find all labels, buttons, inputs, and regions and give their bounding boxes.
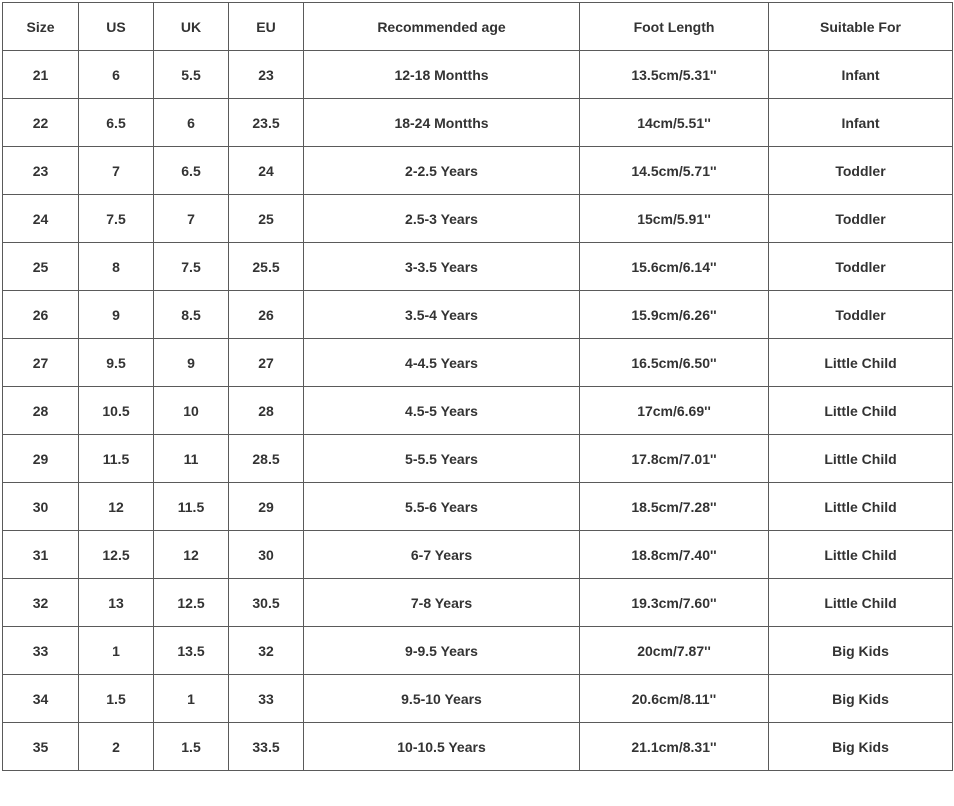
cell-uk: 11 [154, 435, 229, 483]
cell-eu: 24 [229, 147, 304, 195]
cell-suitable-for: Little Child [769, 339, 953, 387]
cell-eu: 23.5 [229, 99, 304, 147]
cell-foot-length: 15.6cm/6.14'' [580, 243, 769, 291]
cell-uk: 10 [154, 387, 229, 435]
cell-uk: 12 [154, 531, 229, 579]
cell-recommended-age: 18-24 Montths [304, 99, 580, 147]
cell-size: 24 [3, 195, 79, 243]
cell-recommended-age: 5.5-6 Years [304, 483, 580, 531]
cell-eu: 29 [229, 483, 304, 531]
table-row [3, 147, 953, 195]
cell-eu: 28 [229, 387, 304, 435]
cell-suitable-for: Big Kids [769, 675, 953, 723]
cell-uk: 6.5 [154, 147, 229, 195]
cell-us: 7 [79, 147, 154, 195]
cell-size: 31 [3, 531, 79, 579]
cell-foot-length: 16.5cm/6.50'' [580, 339, 769, 387]
cell-eu: 30.5 [229, 579, 304, 627]
cell-uk: 1 [154, 675, 229, 723]
table-row [3, 627, 953, 675]
cell-size: 34 [3, 675, 79, 723]
cell-foot-length: 21.1cm/8.31'' [580, 723, 769, 771]
cell-size: 33 [3, 627, 79, 675]
cell-us: 13 [79, 579, 154, 627]
table-row [3, 387, 953, 435]
cell-eu: 27 [229, 339, 304, 387]
header-uk: UK [154, 3, 229, 51]
cell-uk: 5.5 [154, 51, 229, 99]
cell-recommended-age: 7-8 Years [304, 579, 580, 627]
table-row [3, 339, 953, 387]
cell-recommended-age: 4.5-5 Years [304, 387, 580, 435]
cell-us: 10.5 [79, 387, 154, 435]
cell-size: 35 [3, 723, 79, 771]
cell-us: 7.5 [79, 195, 154, 243]
cell-us: 1.5 [79, 675, 154, 723]
header-foot-length: Foot Length [580, 3, 769, 51]
cell-us: 11.5 [79, 435, 154, 483]
cell-foot-length: 13.5cm/5.31'' [580, 51, 769, 99]
cell-recommended-age: 2-2.5 Years [304, 147, 580, 195]
cell-uk: 12.5 [154, 579, 229, 627]
table-row [3, 579, 953, 627]
cell-foot-length: 17cm/6.69'' [580, 387, 769, 435]
cell-foot-length: 20.6cm/8.11'' [580, 675, 769, 723]
cell-eu: 26 [229, 291, 304, 339]
table-row [3, 99, 953, 147]
table-row [3, 723, 953, 771]
table-row [3, 195, 953, 243]
table-row [3, 531, 953, 579]
cell-us: 6.5 [79, 99, 154, 147]
table-row [3, 435, 953, 483]
cell-eu: 33.5 [229, 723, 304, 771]
cell-uk: 11.5 [154, 483, 229, 531]
cell-recommended-age: 3-3.5 Years [304, 243, 580, 291]
size-chart-table [2, 2, 953, 771]
cell-size: 30 [3, 483, 79, 531]
cell-eu: 30 [229, 531, 304, 579]
cell-us: 12.5 [79, 531, 154, 579]
cell-suitable-for: Little Child [769, 483, 953, 531]
cell-us: 12 [79, 483, 154, 531]
cell-uk: 8.5 [154, 291, 229, 339]
cell-eu: 25.5 [229, 243, 304, 291]
table-row [3, 483, 953, 531]
cell-uk: 6 [154, 99, 229, 147]
cell-size: 29 [3, 435, 79, 483]
cell-eu: 33 [229, 675, 304, 723]
cell-size: 22 [3, 99, 79, 147]
cell-size: 28 [3, 387, 79, 435]
cell-uk: 7.5 [154, 243, 229, 291]
cell-size: 26 [3, 291, 79, 339]
cell-recommended-age: 9.5-10 Years [304, 675, 580, 723]
cell-suitable-for: Little Child [769, 579, 953, 627]
table-row [3, 243, 953, 291]
table-row [3, 675, 953, 723]
cell-eu: 25 [229, 195, 304, 243]
header-us: US [79, 3, 154, 51]
cell-foot-length: 19.3cm/7.60'' [580, 579, 769, 627]
cell-us: 1 [79, 627, 154, 675]
cell-suitable-for: Toddler [769, 243, 953, 291]
cell-foot-length: 14.5cm/5.71'' [580, 147, 769, 195]
cell-size: 27 [3, 339, 79, 387]
cell-recommended-age: 4-4.5 Years [304, 339, 580, 387]
cell-foot-length: 14cm/5.51'' [580, 99, 769, 147]
cell-recommended-age: 12-18 Montths [304, 51, 580, 99]
cell-size: 25 [3, 243, 79, 291]
cell-suitable-for: Big Kids [769, 627, 953, 675]
cell-foot-length: 18.5cm/7.28'' [580, 483, 769, 531]
header-eu: EU [229, 3, 304, 51]
cell-size: 23 [3, 147, 79, 195]
cell-suitable-for: Big Kids [769, 723, 953, 771]
cell-recommended-age: 6-7 Years [304, 531, 580, 579]
cell-us: 9.5 [79, 339, 154, 387]
cell-foot-length: 15.9cm/6.26'' [580, 291, 769, 339]
cell-eu: 32 [229, 627, 304, 675]
cell-foot-length: 17.8cm/7.01'' [580, 435, 769, 483]
cell-size: 32 [3, 579, 79, 627]
table-row [3, 51, 953, 99]
cell-us: 8 [79, 243, 154, 291]
header-size: Size [3, 3, 79, 51]
cell-us: 2 [79, 723, 154, 771]
cell-foot-length: 20cm/7.87'' [580, 627, 769, 675]
cell-recommended-age: 10-10.5 Years [304, 723, 580, 771]
cell-suitable-for: Toddler [769, 147, 953, 195]
cell-uk: 13.5 [154, 627, 229, 675]
cell-eu: 28.5 [229, 435, 304, 483]
cell-suitable-for: Little Child [769, 531, 953, 579]
cell-suitable-for: Toddler [769, 291, 953, 339]
cell-us: 9 [79, 291, 154, 339]
cell-recommended-age: 9-9.5 Years [304, 627, 580, 675]
cell-foot-length: 18.8cm/7.40'' [580, 531, 769, 579]
cell-uk: 7 [154, 195, 229, 243]
cell-eu: 23 [229, 51, 304, 99]
cell-uk: 1.5 [154, 723, 229, 771]
header-row [3, 3, 953, 51]
cell-suitable-for: Toddler [769, 195, 953, 243]
header-suitable-for: Suitable For [769, 3, 953, 51]
cell-foot-length: 15cm/5.91'' [580, 195, 769, 243]
cell-suitable-for: Little Child [769, 387, 953, 435]
cell-suitable-for: Infant [769, 51, 953, 99]
cell-recommended-age: 3.5-4 Years [304, 291, 580, 339]
header-recommended-age: Recommended age [304, 3, 580, 51]
cell-suitable-for: Little Child [769, 435, 953, 483]
cell-uk: 9 [154, 339, 229, 387]
cell-recommended-age: 5-5.5 Years [304, 435, 580, 483]
cell-us: 6 [79, 51, 154, 99]
cell-suitable-for: Infant [769, 99, 953, 147]
cell-recommended-age: 2.5-3 Years [304, 195, 580, 243]
cell-size: 21 [3, 51, 79, 99]
table-row [3, 291, 953, 339]
